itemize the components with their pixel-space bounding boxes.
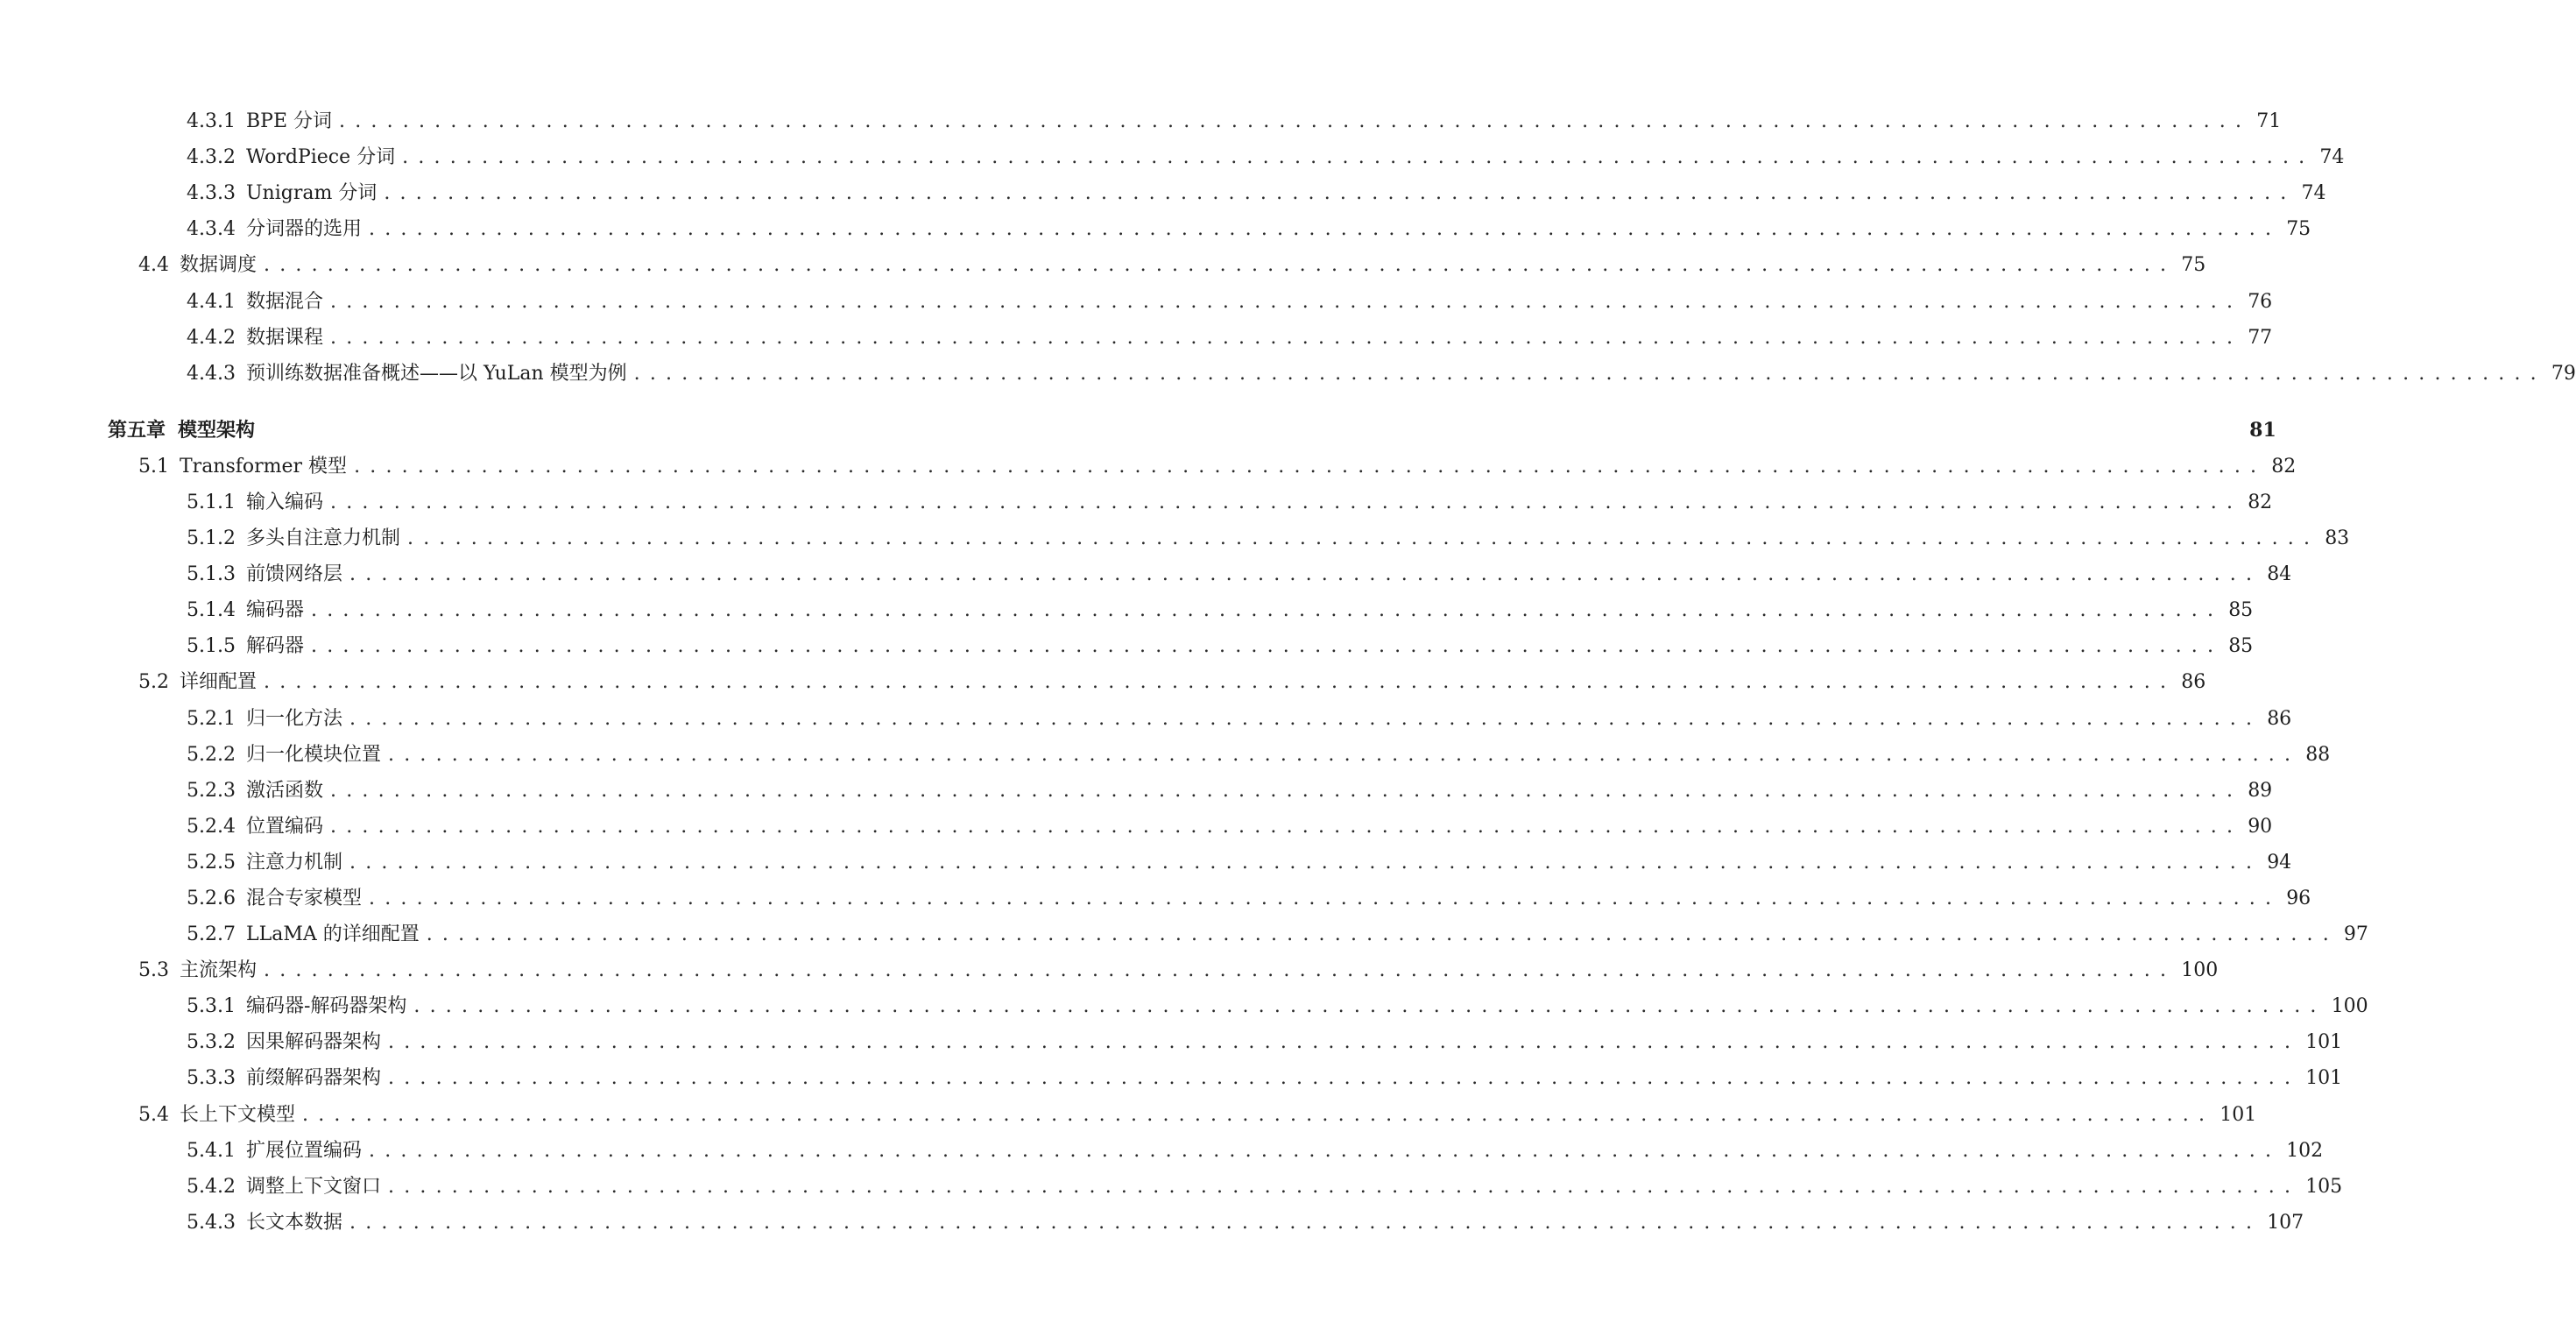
toc-entry-title: 输入编码 <box>245 491 323 513</box>
toc-entry-title: Transformer 模型 <box>180 455 348 477</box>
toc-page-number: 85 <box>2228 599 2254 622</box>
toc-entry-row[interactable] <box>0 773 2273 809</box>
toc-page-number: 85 <box>2228 635 2254 658</box>
toc-entry-row[interactable] <box>0 701 2292 737</box>
toc-entry-title: 调整上下文窗口 <box>245 1175 381 1198</box>
toc-entry-row[interactable] <box>0 520 2350 556</box>
dot-leader: ........................................................................................................................ <box>354 455 2267 477</box>
toc-entry-number: 5.4.2 <box>187 1175 236 1198</box>
dot-leader: ........................................................................................................................ <box>264 671 2177 694</box>
toc-entry-title: 扩展位置编码 <box>245 1139 362 1162</box>
toc-entry-row[interactable] <box>0 1205 2304 1241</box>
toc-entry-row[interactable] <box>0 1060 2343 1096</box>
toc-page-number: 71 <box>2256 110 2282 133</box>
dot-leader: ........................................................................................................................ <box>388 1067 2301 1090</box>
toc-entry-number: 5.4 <box>138 1103 169 1126</box>
toc-entry-row[interactable] <box>0 175 2326 211</box>
dot-leader: ........................................................................................................................ <box>413 995 2326 1018</box>
dot-leader: ........................................................................................................................ <box>330 815 2243 838</box>
toc-entry-number: 5.2 <box>138 671 169 694</box>
toc-entry-number: 4.3.2 <box>187 146 236 169</box>
toc-page-number: 94 <box>2267 851 2292 874</box>
toc-entry-row[interactable] <box>0 809 2273 845</box>
toc-page-number: 81 <box>2249 418 2276 442</box>
toc-entry-number: 第五章 <box>108 418 166 442</box>
toc-page-number: 101 <box>2305 1031 2343 1054</box>
dot-leader: ........................................................................................................................ <box>311 599 2224 622</box>
toc-entry-number: 5.3.3 <box>187 1067 236 1090</box>
dot-leader: ........................................................................................................................ <box>388 1175 2301 1198</box>
toc-entry-title: 前缀解码器架构 <box>245 1067 381 1090</box>
toc-entry-row[interactable] <box>0 881 2311 916</box>
toc-entry-number: 5.2.5 <box>187 851 236 874</box>
dot-leader: ........................................................................................................................ <box>633 362 2546 385</box>
table-of-contents <box>0 103 2576 1241</box>
toc-entry-title: 主流架构 <box>180 959 258 982</box>
toc-page-number: 107 <box>2267 1211 2304 1234</box>
dot-leader: ........................................................................................................................ <box>388 743 2301 766</box>
toc-entry-number: 5.1.4 <box>187 599 236 622</box>
toc-entry-number: 4.3.1 <box>187 110 236 133</box>
toc-page-number: 75 <box>2181 254 2206 277</box>
toc-entry-row[interactable] <box>0 1169 2343 1205</box>
toc-page-number: 74 <box>2319 146 2345 169</box>
toc-entry-row[interactable] <box>0 916 2368 952</box>
toc-page-number: 82 <box>2248 491 2273 513</box>
toc-page-number: 76 <box>2248 290 2273 313</box>
toc-entry-number: 5.2.3 <box>187 779 236 802</box>
toc-page-number: 83 <box>2325 527 2350 550</box>
toc-page-number: 105 <box>2305 1175 2343 1198</box>
toc-page-number: 102 <box>2286 1139 2324 1162</box>
toc-entry-number: 4.4.2 <box>187 326 236 349</box>
toc-entry-number: 4.3.4 <box>187 218 236 241</box>
toc-entry-title: 归一化模块位置 <box>245 743 381 766</box>
toc-entry-number: 5.1 <box>138 455 169 477</box>
toc-entry-row[interactable] <box>0 1133 2324 1169</box>
dot-leader: ........................................................................................................................ <box>426 923 2339 946</box>
toc-entry-row[interactable] <box>0 592 2254 628</box>
toc-entry-row[interactable] <box>0 845 2292 881</box>
toc-entry-title: 数据调度 <box>180 254 258 277</box>
toc-page-number: 90 <box>2248 815 2273 838</box>
toc-entry-row[interactable] <box>0 664 2206 700</box>
toc-entry-row[interactable] <box>0 737 2331 773</box>
toc-page-number: 75 <box>2286 218 2311 241</box>
toc-entry-title: 解码器 <box>245 635 304 658</box>
toc-entry-row[interactable] <box>0 1097 2257 1133</box>
toc-page-number: 100 <box>2331 995 2368 1018</box>
dot-leader: ........................................................................................................................ <box>264 959 2177 982</box>
toc-entry-title: 长上下文模型 <box>180 1103 296 1126</box>
toc-entry-title: 数据课程 <box>245 326 323 349</box>
toc-entry-number: 5.4.1 <box>187 1139 236 1162</box>
toc-entry-number: 5.2.4 <box>187 815 236 838</box>
toc-entry-title: WordPiece 分词 <box>245 146 396 169</box>
toc-entry-title: 预训练数据准备概述——以 YuLan 模型为例 <box>245 362 627 385</box>
toc-page-number: 100 <box>2181 959 2219 982</box>
dot-leader: ........................................................................................................................ <box>330 779 2243 802</box>
toc-entry-title: 分词器的选用 <box>245 218 362 241</box>
toc-entry-title: 数据混合 <box>245 290 323 313</box>
toc-entry-number: 5.3.2 <box>187 1031 236 1054</box>
toc-entry-row[interactable] <box>0 103 2282 139</box>
toc-entry-row[interactable] <box>0 449 2297 485</box>
dot-leader: ........................................................................................................................ <box>369 218 2282 241</box>
toc-entry-row[interactable] <box>0 1024 2343 1060</box>
toc-entry-title: 模型架构 <box>178 418 256 442</box>
dot-leader: ........................................................................................................................ <box>349 1211 2262 1234</box>
toc-entry-title: 长文本数据 <box>245 1211 342 1234</box>
toc-page-number: 88 <box>2305 743 2331 766</box>
toc-page-number: 82 <box>2271 455 2297 477</box>
toc-page-number: 89 <box>2248 779 2273 802</box>
toc-entry-row[interactable] <box>0 211 2311 247</box>
dot-leader: ........................................................................................................................ <box>339 110 2252 133</box>
toc-entry-number: 5.2.7 <box>187 923 236 946</box>
toc-entry-title: 详细配置 <box>180 671 258 694</box>
dot-leader: ........................................................................................................................ <box>330 290 2243 313</box>
dot-leader: ........................................................................................................................ <box>264 254 2177 277</box>
dot-leader: ........................................................................................................................ <box>302 1103 2215 1126</box>
toc-entry-row[interactable] <box>0 952 2219 988</box>
toc-entry-number: 5.2.6 <box>187 888 236 910</box>
toc-entry-row[interactable] <box>0 628 2254 664</box>
dot-leader: ........................................................................................................................ <box>330 491 2243 513</box>
dot-leader: ........................................................................................................................ <box>407 527 2320 550</box>
toc-entry-row[interactable] <box>0 556 2292 592</box>
toc-entry-title: 多头自注意力机制 <box>245 527 400 550</box>
dot-leader: ........................................................................................................................ <box>402 146 2315 169</box>
toc-entry-number: 5.2.2 <box>187 743 236 766</box>
toc-entry-title: BPE 分词 <box>245 110 333 133</box>
dot-leader: ........................................................................................................................ <box>349 851 2262 874</box>
toc-entry-number: 5.1.1 <box>187 491 236 513</box>
toc-entry-number: 4.4.3 <box>187 362 236 385</box>
toc-page-number: 101 <box>2220 1103 2257 1126</box>
toc-entry-title: Unigram 分词 <box>245 182 378 205</box>
toc-entry-title: LLaMA 的详细配置 <box>245 923 420 946</box>
dot-leader: ........................................................................................................................ <box>349 707 2262 730</box>
toc-entry-title: 前馈网络层 <box>245 563 342 586</box>
toc-entry-title: 编码器 <box>245 599 304 622</box>
toc-entry-row[interactable] <box>0 247 2206 283</box>
toc-entry-number: 4.4 <box>138 254 169 277</box>
dot-leader: ........................................................................................................................ <box>369 1139 2282 1162</box>
toc-entry-title: 归一化方法 <box>245 707 342 730</box>
toc-entry-title: 因果解码器架构 <box>245 1031 381 1054</box>
dot-leader: ........................................................................................................................ <box>349 563 2262 586</box>
toc-entry-row[interactable] <box>0 139 2345 175</box>
toc-entry-row[interactable] <box>0 485 2273 520</box>
dot-leader: ........................................................................................................................ <box>311 635 2224 658</box>
toc-entry-number: 5.2.1 <box>187 707 236 730</box>
toc-page-number: 79 <box>2551 362 2576 385</box>
toc-entry-number: 5.3.1 <box>187 995 236 1018</box>
toc-entry-title: 编码器-解码器架构 <box>245 995 407 1018</box>
toc-page-number: 77 <box>2248 326 2273 349</box>
toc-entry-number: 5.4.3 <box>187 1211 236 1234</box>
toc-entry-row[interactable] <box>0 283 2273 319</box>
toc-entry-title: 注意力机制 <box>245 851 342 874</box>
toc-page-number: 84 <box>2267 563 2292 586</box>
toc-entry-number: 5.3 <box>138 959 169 982</box>
toc-page-number: 96 <box>2286 888 2311 910</box>
toc-page-number: 86 <box>2267 707 2292 730</box>
toc-entry-row[interactable] <box>0 356 2576 392</box>
dot-leader: ........................................................................................................................ <box>330 326 2243 349</box>
dot-leader: ........................................................................................................................ <box>369 888 2282 910</box>
dot-leader: ........................................................................................................................ <box>384 182 2297 205</box>
toc-entry-number: 4.4.1 <box>187 290 236 313</box>
toc-entry-title: 混合专家模型 <box>245 888 362 910</box>
toc-page-number: 74 <box>2301 182 2326 205</box>
toc-page-number: 97 <box>2343 923 2368 946</box>
toc-entry-number: 5.1.3 <box>187 563 236 586</box>
toc-entry-number: 5.1.5 <box>187 635 236 658</box>
toc-entry-title: 位置编码 <box>245 815 323 838</box>
dot-leader: ........................................................................................................................ <box>388 1031 2301 1054</box>
toc-page-number: 86 <box>2181 671 2206 694</box>
toc-entry-number: 5.1.2 <box>187 527 236 550</box>
toc-entry-row[interactable] <box>0 320 2273 356</box>
toc-entry-row[interactable] <box>0 988 2368 1024</box>
toc-entry-title: 激活函数 <box>245 779 323 802</box>
toc-chapter-row[interactable] <box>0 413 2276 449</box>
toc-page-number: 101 <box>2305 1067 2343 1090</box>
toc-entry-number: 4.3.3 <box>187 182 236 205</box>
